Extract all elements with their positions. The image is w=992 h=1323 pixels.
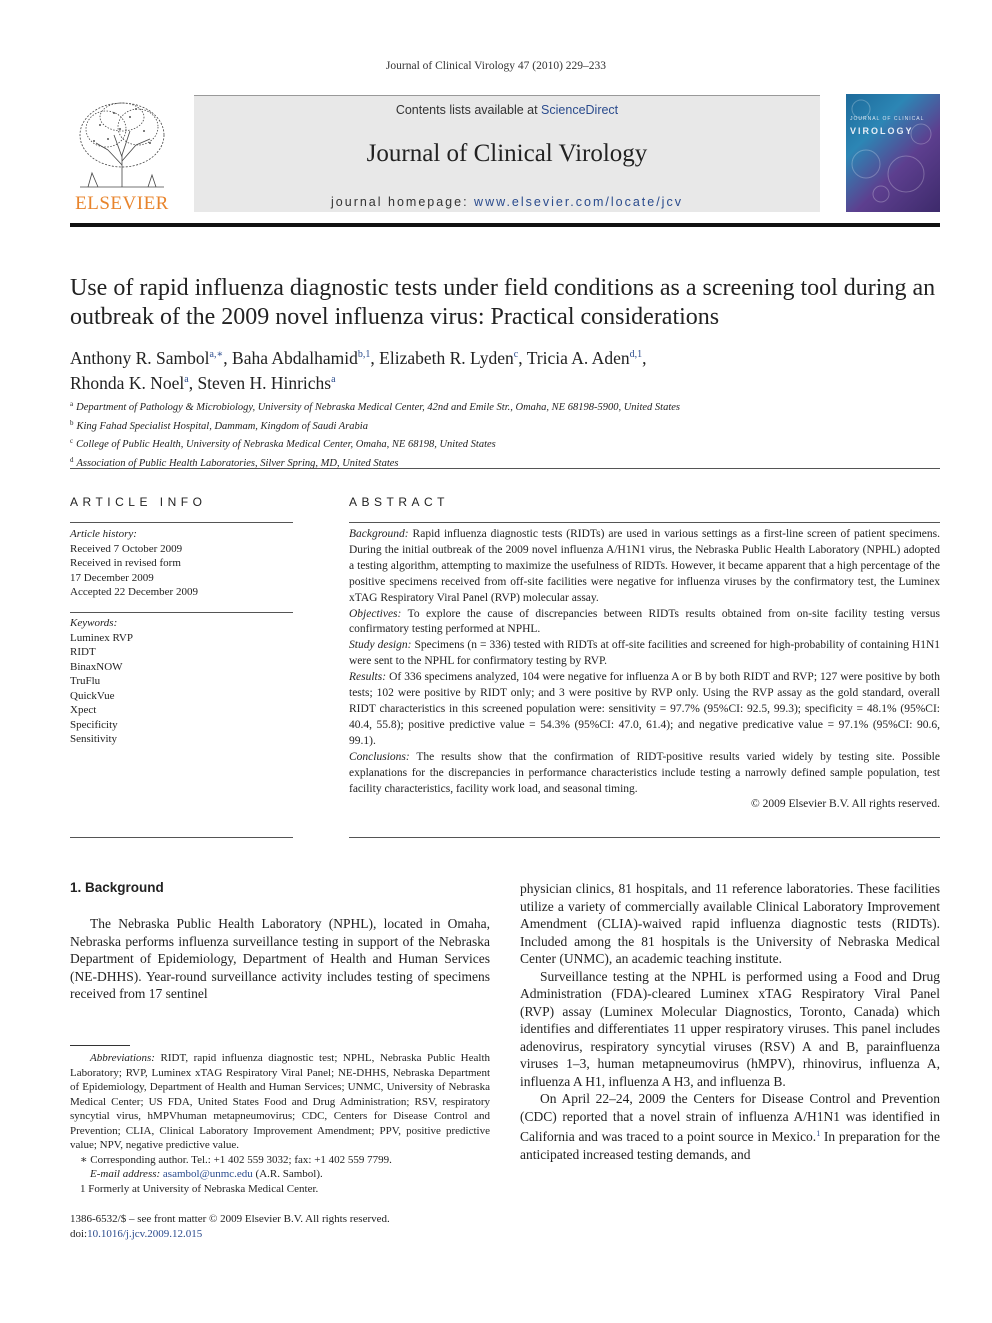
- divider: [70, 468, 940, 469]
- author[interactable]: Anthony R. Sambol$^{a,∗}$: [70, 348, 224, 368]
- history-label: Article history:: [70, 528, 137, 540]
- author[interactable]: Tricia A. Aden$^{d,1}$: [526, 348, 643, 368]
- article-title: Use of rapid influenza diagnostic tests under field conditions as a screening tool during an outbreak of the 2009 novel influenza virus: Practical considerations: [70, 275, 936, 330]
- history-item: Accepted 22 December 2009: [70, 586, 198, 598]
- affiliation: $^a$ Department of Pathology & Microbiology, University of Nebraska Medical Center, 42nd and Emile Str., Omaha, NE 68198-5900, United States: [70, 400, 680, 413]
- cover-pattern-icon: [846, 94, 940, 212]
- journal-title: Journal of Clinical Virology: [366, 140, 648, 167]
- journal-homepage: [194, 195, 820, 209]
- body-column-left: [70, 915, 490, 1003]
- cover-subtitle: JOURNAL OF CLINICAL: [850, 116, 925, 122]
- corresponding-author: ∗ Corresponding author. Tel.: +1 402 559 3032; fax: +1 402 559 7799.: [80, 1153, 392, 1166]
- abstract-section: Study design: Specimens (n = 336) tested with RIDTs at off-site facilities and screened for high-probability of containing H1N1 were sent to the NPHL for confirmatory testing by RVP.: [349, 639, 941, 668]
- affiliation: $^b$ King Fahad Specialist Hospital, Dammam, Kingdom of Saudi Arabia: [70, 418, 368, 432]
- footnote-rule: [70, 1045, 130, 1046]
- elsevier-logo[interactable]: [70, 95, 174, 213]
- paragraph: physician clinics, 81 hospitals, and 11 reference laboratories. These facilities utilize a variety of commercially available Clinical Laboratory Improvement Amendment (CLIA)-waived rapid influenza diagnostic tests (RIDTs). Included among the 81 hospitals is the University of Nebraska Medical Center (UNMC), an academic teaching institute.: [520, 881, 940, 966]
- email-line: E-mail address: asambol@unmc.edu (A.R. Sambol).: [90, 1168, 323, 1180]
- doi-link[interactable]: 10.1016/j.jcv.2009.12.015: [87, 1228, 203, 1240]
- keyword: BinaxNOW: [70, 660, 123, 673]
- footnote-ref[interactable]: 1: [816, 1129, 821, 1138]
- abbreviations: Abbreviations: RIDT, rapid influenza diagnostic test; NPHL, Nebraska Public Health Laboratory; RVP, Luminex xTAG Respiratory Viral Panel; NE-DHHS, Nebraska Department of Epidemiology, Department of Health and Human Services; UNMC, University of Nebraska Medical Center; US FDA, United States Food and Drug Administration; RSV, respiratory syncytial virus, hMPVhuman metapneumovirus; CDC, Centers for Disease Control and Prevention; CLIA, Clinical Laboratory Improvement Amendment; PPV, positive predictive value; NPV, negative predictive value.: [70, 1052, 490, 1151]
- homepage-prefix: journal homepage:: [331, 195, 475, 209]
- article-info-heading: ARTICLE INFO: [70, 495, 207, 509]
- journal-cover-image[interactable]: [846, 94, 940, 212]
- homepage-link[interactable]: www.elsevier.com/locate/jcv: [474, 195, 683, 209]
- body-column-right: [520, 880, 940, 1163]
- front-matter: [70, 1212, 490, 1242]
- history-item: 17 December 2009: [70, 571, 154, 584]
- abstract-section: Background: Rapid influenza diagnostic tests (RIDTs) are used in various settings as a first-line screen of patient specimens. During the initial outbreak of the 2009 novel influenza A/H1N1 virus, the Nebraska Public Health Laboratory (NPHL) adopted a testing algorithm, attempting to maximize the usefulness of RIDTs. However, it became apparent that a high percentage of the positive specimens received from off-site facilities were negative for influenza viruses by the confirmatory test, the Luminex xTAG Respiratory Viral Panel (RVP) molecular assay.: [349, 528, 940, 604]
- email-link[interactable]: asambol@unmc.edu: [162, 1168, 253, 1180]
- keyword: TruFlu: [70, 675, 101, 687]
- abstract-heading: ABSTRACT: [349, 495, 450, 509]
- doi-line: doi:10.1016/j.jcv.2009.12.015: [70, 1228, 203, 1240]
- keywords-label: Keywords:: [70, 617, 118, 629]
- masthead-rule: [70, 223, 940, 227]
- divider: [349, 522, 940, 523]
- abstract-section: Conclusions: The results show that the confirmation of RIDT-positive results varied widely by testing site. Possible explanations for the discrepancies in performance characteristics include testing a narrowly defined sample population, test facility characteristics, facility work load, and seasonal timing.: [349, 750, 940, 795]
- author[interactable]: Steven H. Hinrichs$^a$: [197, 373, 336, 393]
- affiliations: [70, 397, 940, 471]
- keyword: RIDT: [70, 646, 96, 658]
- keyword: Luminex RVP: [70, 631, 133, 644]
- abstract-section: Objectives: To explore the cause of discrepancies between RIDTs results obtained from on-site facility testing versus confirmatory testing performed at NPHL.: [349, 607, 940, 636]
- cover-title: VIROLOGY: [850, 126, 914, 136]
- footnotes: [70, 1051, 490, 1196]
- running-header: Journal of Clinical Virology 47 (2010) 229–233: [385, 60, 607, 72]
- abstract-section: Results: Of 336 specimens analyzed, 104 were negative for influenza A or B by both RIDT and RVP; 127 were positive by both tests; 102 were positive by RIDT only; and 3 were positive by RVP only. Using the RVP assay as the gold standard, overall RIDT characteristics in this screened population were: sensitivity = 97.7% (95%CI: 92.5, 99.3); specificity = 48.1% (95%CI: 40.4, 55.8); positive predictive value = 54.3% (95%CI: 47.0, 61.4); and negative predicative value = 97.1% (95%CI: 90.6, 99.1).: [349, 671, 940, 747]
- keyword: Xpect: [70, 704, 97, 716]
- divider: [70, 837, 293, 838]
- affiliation: $^c$ College of Public Health, University of Nebraska Medical Center, Omaha, NE 68198, United States: [70, 437, 496, 450]
- author[interactable]: Rhonda K. Noel$^a$: [70, 373, 189, 393]
- keywords: [70, 616, 293, 747]
- history-item: Received in revised form: [70, 557, 181, 569]
- divider: [70, 612, 293, 613]
- abstract-copyright: © 2009 Elsevier B.V. All rights reserved.: [751, 798, 940, 811]
- author[interactable]: Baha Abdalhamid$^{b,1}$: [232, 348, 371, 368]
- keyword: Sensitivity: [70, 733, 118, 745]
- keyword: QuickVue: [70, 689, 115, 702]
- author-list: Anthony R. Sambol$^{a,∗}$, Baha Abdalhamid$^{b,1}$, Elizabeth R. Lyden$^c$, Tricia A. Aden$^{d,1}$, Rhonda K. Noel$^a$, Steven H. Hinrichs$^a$: [70, 348, 647, 393]
- abstract-body: [349, 527, 940, 813]
- sciencedirect-link[interactable]: ScienceDirect: [541, 103, 619, 117]
- contents-line: [194, 103, 820, 117]
- keyword: Specificity: [70, 718, 118, 731]
- elsevier-wordmark: ELSEVIER: [75, 193, 169, 214]
- paragraph: On April 22–24, 2009 the Centers for Disease Control and Prevention (CDC) reported that a novel strain of influenza A/H1N1 was identified in California and was traced to a point source in Mexico.$^1$ In preparation for the anticipated increased testing demands, and: [520, 1091, 940, 1162]
- issn-line: 1386-6532/$ – see front matter © 2009 Elsevier B.V. All rights reserved.: [70, 1213, 390, 1225]
- history-item: Received 7 October 2009: [70, 542, 183, 555]
- former-affiliation: 1 Formerly at University of Nebraska Medical Center.: [80, 1182, 319, 1195]
- affiliation: $^d$ Association of Public Health Laboratories, Silver Spring, MD, United States: [70, 455, 399, 469]
- paragraph: Surveillance testing at the NPHL is performed using a Food and Drug Administration (FDA)-cleared Luminex xTAG Respiratory Viral Panel (RVP) assay (Luminex Molecular Diagnostics, Toronto, Canada) which identifies and differentiates 11 upper respiratory viruses. This panel includes adenovirus, respiratory syncytial viruses (RSV) A and B, parainfluenza viruses 1–3, human metapneumovirus (hMPV), rhinovirus, influenza A, influenza A H1, influenza A H3, and influenza B.: [520, 968, 940, 1089]
- article-history: [70, 527, 293, 600]
- contents-prefix: Contents lists available at: [395, 103, 542, 117]
- divider: [70, 522, 293, 523]
- author[interactable]: Elizabeth R. Lyden$^c$: [379, 348, 519, 368]
- paragraph: The Nebraska Public Health Laboratory (NPHL), located in Omaha, Nebraska performs influenza surveillance testing in support of the Nebraska Department of Epidemiology, Department of Health and Human Services (NE-DHHS). Year-round surveillance activity includes testing of specimens received from 17 sentinel: [70, 916, 490, 1001]
- divider: [349, 837, 940, 838]
- section-heading: 1. Background: [70, 880, 164, 895]
